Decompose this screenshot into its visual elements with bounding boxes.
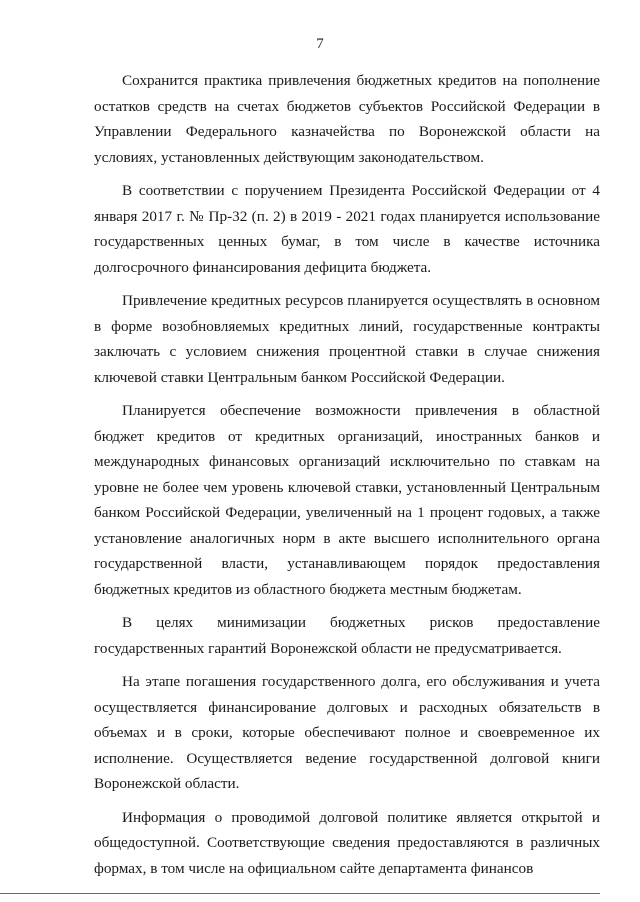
paragraph-securities: В соответствии с поручением Президента Российской Федерации от 4 января 2017 г. № Пр-32 (п. 2) в 2019 - 2021 годах планируется использование государственных ценных бумаг, в том числе в качестве источника долгосрочного финансирования дефицита бюджета. [94,182,600,276]
bottom-scan-line [0,893,600,894]
paragraph-credit-lines: Привлечение кредитных ресурсов планируется осуществлять в основном в форме возобновляемых кредитных линий, государственные контракты заключать с условием снижения процентной ставки в случае снижения ключевой ставки Центральным банком Российской Федерации. [94,292,600,386]
paragraph-borrowing-rates: Планируется обеспечение возможности привлечения в областной бюджет кредитов от кредитных организаций, иностранных банков и международных финансовых организаций исключительно по ставкам на уровне не более чем уровень ключевой ставки, установленный Центральным банком Российской Федерации, увеличенный на 1 процент годовых, а также установление аналогичных норм в акте высшего исполнительного органа государственной власти, устанавливающем порядок предоставления бюджетных кредитов из областного бюджета местным бюджетам. [94,402,600,598]
paragraph-public-information: Информация о проводимой долговой политике является открытой и общедоступной. Соответствующие сведения предоставляются в различных формах, в том числе на официальном сайте департамента финансов [94,808,600,877]
paragraph-debt-servicing: На этапе погашения государственного долга, его обслуживания и учета осуществляется финансирование долговых и расходных обязательств в объемах и в сроки, которые обеспечивают полное и своевременное их исполнение. Осуществляется ведение государственной долговой книги Воронежской области. [94,673,600,792]
page-number: 7 [316,36,324,52]
paragraph-guarantees: В целях минимизации бюджетных рисков предоставление государственных гарантий Воронежской области не предусматривается. [94,614,600,657]
document-body [94,68,600,889]
paragraph-budget-credits: Сохранится практика привлечения бюджетных кредитов на пополнение остатков средств на счетах бюджетов субъектов Российской Федерации в Управлении Федерального казначейства по Воронежской области на условиях, установленных действующим законодательством. [94,72,600,166]
